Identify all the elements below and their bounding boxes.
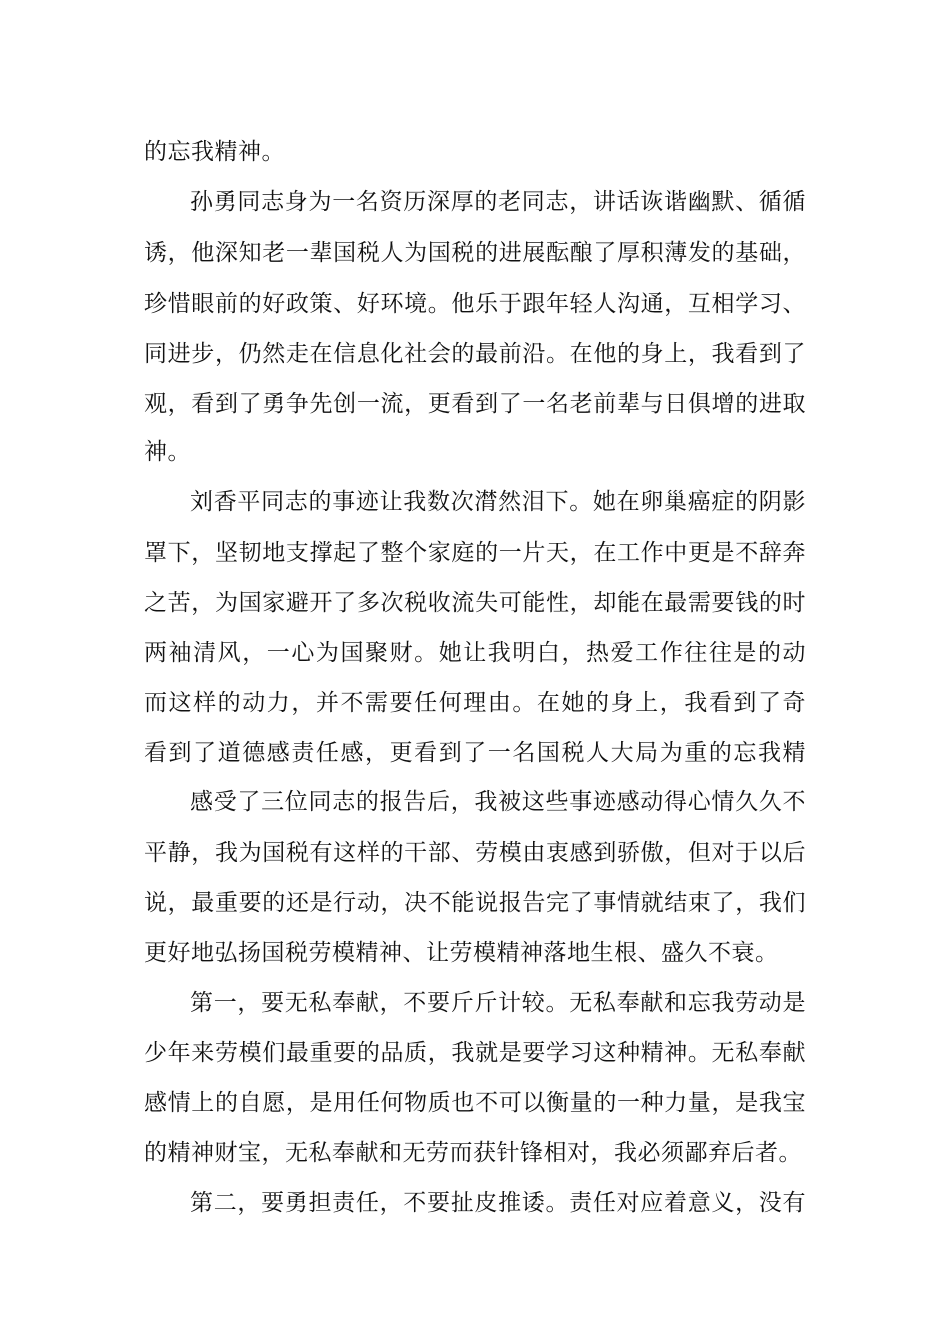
text-line: 更好地弘扬国税劳模精神、让劳模精神落地生根、盛久不衰。 (144, 940, 779, 966)
text-line: 而这样的动力，并不需要任何理由。在她的身上，我看到了奇 (144, 690, 806, 716)
text-line: 诱，他深知老一辈国税人为国税的进展酝酿了厚积薄发的基础， (144, 240, 806, 266)
text-line: 少年来劳模们最重要的品质，我就是要学习这种精神。无私奉献 (144, 1040, 806, 1066)
text-line: 神。 (144, 439, 191, 465)
text-line: 第二，要勇担责任，不要扯皮推诿。责任对应着意义，没有 (190, 1190, 806, 1216)
text-line: 感受了三位同志的报告后，我被这些事迹感动得心情久久不 (190, 789, 806, 815)
text-line: 罩下，坚韧地支撑起了整个家庭的一片天，在工作中更是不辞奔 (144, 540, 806, 566)
text-line: 平静，我为国税有这样的干部、劳模由衷感到骄傲，但对于以后 (144, 840, 806, 866)
text-line: 说，最重要的还是行动，决不能说报告完了事情就结束了，我们 (144, 890, 806, 916)
text-line: 珍惜眼前的好政策、好环境。他乐于跟年轻人沟通，互相学习、 (144, 291, 806, 317)
text-line: 的精神财宝，无私奉献和无劳而获针锋相对，我必须鄙弃后者。 (144, 1140, 802, 1166)
text-line: 第一，要无私奉献，不要斤斤计较。无私奉献和忘我劳动是 (190, 990, 806, 1016)
text-line: 的忘我精神。 (144, 139, 285, 165)
text-line: 同进步，仍然走在信息化社会的最前沿。在他的身上，我看到了 (144, 341, 806, 367)
text-line: 观，看到了勇争先创一流，更看到了一名老前辈与日俱增的进取 (144, 391, 806, 417)
text-line: 两袖清风，一心为国聚财。她让我明白，热爱工作往往是的动 (144, 640, 806, 666)
text-line: 感情上的自愿，是用任何物质也不可以衡量的一种力量，是我宝 (144, 1090, 806, 1116)
text-line: 看到了道德感责任感，更看到了一名国税人大局为重的忘我精 (144, 740, 806, 766)
text-line: 之苦，为国家避开了多次税收流失可能性，却能在最需要钱的时 (144, 590, 806, 616)
text-line: 刘香平同志的事迹让我数次潸然泪下。她在卵巢癌症的阴影 (190, 489, 806, 515)
text-line: 孙勇同志身为一名资历深厚的老同志，讲话诙谐幽默、循循 (190, 189, 806, 215)
